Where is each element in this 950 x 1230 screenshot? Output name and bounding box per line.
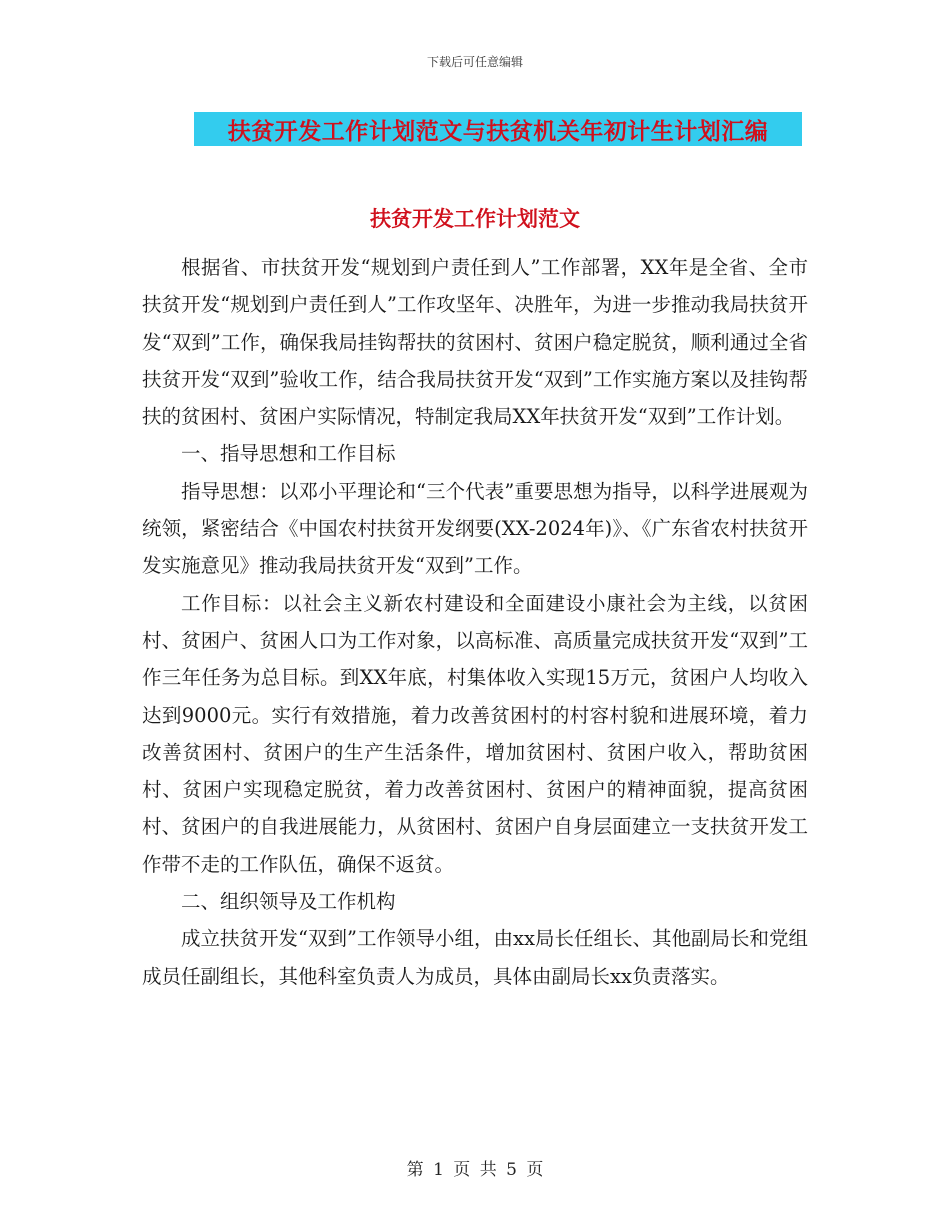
main-title: 扶贫开发工作计划范文与扶贫机关年初计生计划汇编 [227,117,769,145]
main-title-highlight [194,112,802,146]
page-number-footer: 第 1 页 共 5 页 [406,1160,544,1180]
heading-organization: 二、组织领导及工作机构 [181,890,396,914]
paragraph-organization: 成立扶贫开发“双到”工作领导小组，由xx局长任组长、其他副局长和党组成员任副组长，其他科室负责人为成员，具体由副局长xx负责落实。 [142,927,808,988]
paragraph-intro: 根据省、市扶贫开发“规划到户责任到人”工作部署，XX年是全省、全市扶贫开发“规划到户责任到人”工作攻坚年、决胜年，为进一步推动我局扶贫开发“双到”工作，确保我局挂钩帮扶的贫困村、贫困户稳定脱贫，顺利通过全省扶贫开发“双到”验收工作，结合我局扶贫开发“双到”工作实施方案以及挂钩帮扶的贫困村、贫困户实际情况，特制定我局XX年扶贫开发“双到”工作计划。 [142,256,808,429]
header-note: 下载后可任意编辑 [426,55,523,69]
section-title: 扶贫开发工作计划范文 [370,206,580,231]
document-body [142,249,808,995]
heading-guiding-ideology: 一、指导思想和工作目标 [181,442,396,466]
paragraph-work-goals: 工作目标：以社会主义新农村建设和全面建设小康社会为主线，以贫困村、贫困户、贫困人口为工作对象，以高标准、高质量完成扶贫开发“双到”工作三年任务为总目标。到XX年底，村集体收入实现15万元，贫困户人均收入达到9000元。实行有效措施，着力改善贫困村的村容村貌和进展环境，着力改善贫困村、贫困户的生产生活条件，增加贫困村、贫困户收入，帮助贫困村、贫困户实现稳定脱贫，着力改善贫困村、贫困户的精神面貌，提高贫困村、贫困户的自我进展能力，从贫困村、贫困户自身层面建立一支扶贫开发工作带不走的工作队伍，确保不返贫。 [142,591,808,876]
paragraph-guiding-ideology: 指导思想：以邓小平理论和“三个代表”重要思想为指导，以科学进展观为统领，紧密结合《中国农村扶贫开发纲要(XX-2024年)》、《广东省农村扶贫开发实施意见》推动我局扶贫开发“双到”工作。 [142,479,808,578]
